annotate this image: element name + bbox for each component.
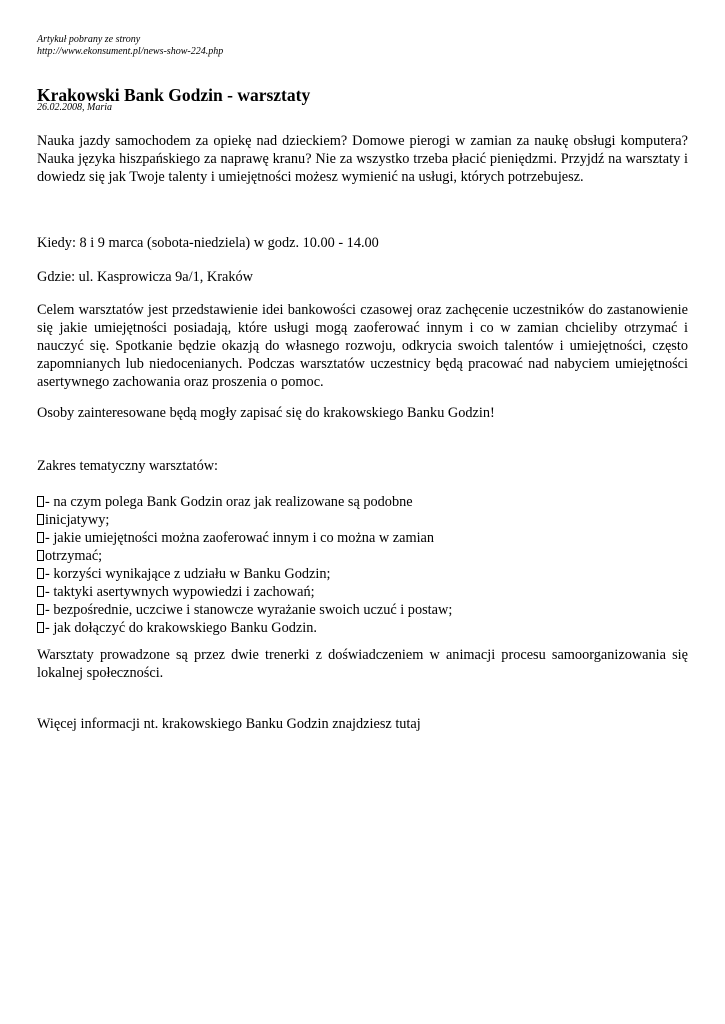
list-item: - jak dołączyć do krakowskiego Banku Godzin.: [37, 619, 688, 637]
list-item: - korzyści wynikające z udziału w Banku Godzin;: [37, 565, 688, 583]
topics-heading: Zakres tematyczny warsztatów:: [37, 458, 219, 474]
when-paragraph: Kiedy: 8 i 9 marca (sobota-niedziela) w godz. 10.00 - 14.00: [37, 235, 379, 251]
where-paragraph: Gdzie: ul. Kasprowicza 9a/1, Kraków: [37, 269, 253, 285]
missing-glyph-icon: [37, 550, 44, 561]
missing-glyph-icon: [37, 496, 44, 507]
topics-list: [37, 493, 688, 637]
list-item: - bezpośrednie, uczciwe i stanowcze wyrażanie swoich uczuć i postaw;: [37, 601, 688, 619]
missing-glyph-icon: [37, 568, 44, 579]
source-url: http://www.ekonsument.pl/news-show-224.php: [37, 46, 224, 57]
intro-paragraph: Nauka jazdy samochodem za opiekę nad dzieckiem? Domowe pierogi w zamian za naukę obsługi komputera? Nauka języka hiszpańskiego za naprawę kranu? Nie za wszystko trzeba płacić pieniędzmi. Przyjdź na warsztaty i dowiedz się jak Twoje talenty i umiejętności możesz wymienić na usługi, których potrzebujesz.: [37, 133, 688, 186]
article-title: Krakowski Bank Godzin - warsztaty: [37, 85, 311, 105]
missing-glyph-icon: [37, 532, 44, 543]
more-info-link[interactable]: Więcej informacji nt. krakowskiego Banku Godzin znajdziesz tutaj: [37, 716, 421, 732]
list-item: - na czym polega Bank Godzin oraz jak realizowane są podobne: [37, 493, 688, 511]
trainers-paragraph: Warsztaty prowadzone są przez dwie trenerki z doświadczeniem w animacji procesu samoorganizowania się lokalnej społeczności.: [37, 647, 688, 682]
missing-glyph-icon: [37, 604, 44, 615]
list-item: otrzymać;: [37, 547, 688, 565]
missing-glyph-icon: [37, 586, 44, 597]
missing-glyph-icon: [37, 514, 44, 525]
list-item: - jakie umiejętności można zaoferować innym i co można w zamian: [37, 529, 688, 547]
list-item: - taktyki asertywnych wypowiedzi i zachowań;: [37, 583, 688, 601]
signup-paragraph: Osoby zainteresowane będą mogły zapisać się do krakowskiego Banku Godzin!: [37, 405, 495, 421]
source-label: Artykuł pobrany ze strony: [37, 34, 141, 45]
goal-paragraph: Celem warsztatów jest przedstawienie idei bankowości czasowej oraz zachęcenie uczestników do zastanowienie się jakie umiejętności posiadają, które usługi mogą zaoferować innym i co w zamian chcieliby otrzymać i nauczyć się. Spotkanie będzie okazją do własnego rozwoju, odkrycia swoich talentów i umiejętności, często zapomnianych lub niedocenianych. Podczas warsztatów uczestnicy będą pracować nad nabyciem umiejętności asertywnego zachowania oraz proszenia o pomoc.: [37, 302, 688, 391]
missing-glyph-icon: [37, 622, 44, 633]
article-byline: 26.02.2008, Maria: [37, 102, 112, 113]
list-item: inicjatywy;: [37, 511, 688, 529]
source-note: [37, 34, 223, 58]
